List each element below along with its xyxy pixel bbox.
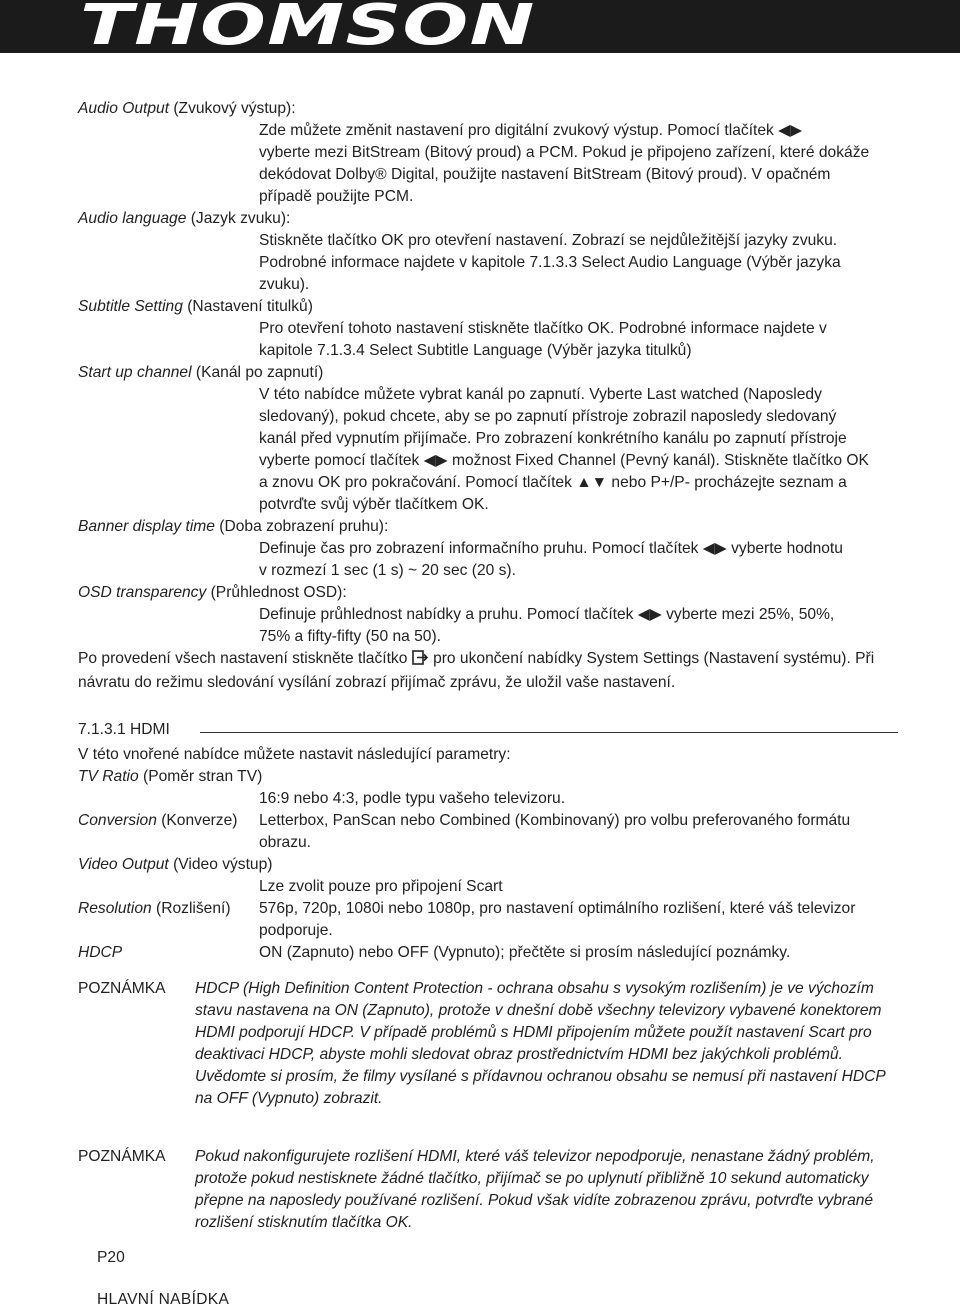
- param-resolution: [78, 898, 898, 942]
- note-line: Uvědomte si prosím, že filmy vysílané s přídavnou ochranou obsahu se nemusí při nastavení HDCP: [195, 1068, 886, 1085]
- closing-text: Po provedení všech nastavení stiskněte tlačítko: [78, 650, 412, 667]
- setting-subtitle: [78, 296, 898, 362]
- param-value: podporuje.: [259, 922, 333, 939]
- setting-line: Definuje čas pro zobrazení informačního pruhu. Pomocí tlačítek ◀▶ vyberte hodnotu: [259, 540, 843, 557]
- setting-line: V této nabídce můžete vybrat kanál po zapnutí. Vyberte Last watched (Naposledy: [259, 386, 822, 403]
- param-value: ON (Zapnuto) nebo OFF (Vypnuto); přečtěte si prosím následující poznámky.: [259, 944, 791, 961]
- setting-term-translation: (Nastavení titulků): [182, 298, 313, 315]
- setting-line: vyberte pomocí tlačítek ◀▶ možnost Fixed Channel (Pevný kanál). Stiskněte tlačítko OK: [259, 452, 869, 469]
- setting-line: kapitole 7.1.3.4 Select Subtitle Language (Výběr jazyka titulků): [259, 342, 692, 359]
- page-number: P20: [97, 1249, 125, 1266]
- setting-term-translation: (Kanál po zapnutí): [191, 364, 324, 381]
- brand-logo: THOMSON: [80, 0, 536, 58]
- setting-term: OSD transparency: [78, 584, 207, 601]
- setting-line: Definuje průhlednost nabídky a pruhu. Pomocí tlačítek ◀▶ vyberte mezi 25%, 50%,: [259, 606, 835, 623]
- param-term: Conversion: [78, 812, 157, 829]
- note-line: stavu nastavena na ON (Zapnuto), protože v dnešní době všechny televizory vybavené konektorem: [195, 1002, 882, 1019]
- param-term-translation: (Rozlišení): [151, 900, 231, 917]
- manual-content: [78, 98, 898, 1234]
- closing-text: návratu do režimu sledování vysílání zobrazí přijímač zprávu, že uložil vaše nastavení.: [78, 674, 676, 691]
- note-line: rozlišení stisknutím tlačítka OK.: [195, 1214, 413, 1231]
- note-line: HDMI podporují HDCP. V případě problémů s HDMI připojením můžete použít nastavení Scart pro: [195, 1024, 872, 1041]
- setting-term: Start up channel: [78, 364, 192, 381]
- setting-line: Stiskněte tlačítko OK pro otevření nastavení. Zobrazí se nejdůležitější jazyky zvuku.: [259, 232, 838, 249]
- setting-term-translation: (Průhlednost OSD):: [206, 584, 347, 601]
- param-term-translation: (Video výstup): [168, 856, 273, 873]
- setting-line: Zde můžete změnit nastavení pro digitální zvukový výstup. Pomocí tlačítek ◀▶: [259, 122, 803, 139]
- param-term: TV Ratio: [78, 768, 139, 785]
- closing-paragraph: [78, 648, 898, 694]
- note-line: přepne na naposledy používané rozlišení. Pokud však vidíte zobrazenou zprávu, potvrďte vybrané: [195, 1192, 874, 1209]
- note-line: protože pokud nestisknete žádné tlačítko, přijímač se po uplynutí přibližně 10 sekund automaticky: [195, 1170, 869, 1187]
- note-label: POZNÁMKA: [78, 1148, 166, 1165]
- setting-line: 75% a fifty-fifty (50 na 50).: [259, 628, 442, 645]
- setting-line: v rozmezí 1 sec (1 s) ~ 20 sec (20 s).: [259, 562, 516, 579]
- note-line: HDCP (High Definition Content Protection - ochrana obsahu s vysokým rozlišením) je ve výchozím: [195, 980, 874, 997]
- exit-icon: [412, 650, 429, 672]
- setting-line: Podrobné informace najdete v kapitole 7.1.3.3 Select Audio Language (Výběr jazyka: [259, 254, 841, 271]
- note-box: [78, 1146, 898, 1234]
- section-heading: [78, 718, 898, 742]
- param-term: Video Output: [78, 856, 169, 873]
- param-hdcp: [78, 942, 898, 964]
- param-value: 16:9 nebo 4:3, podle typu vašeho televizoru.: [259, 790, 566, 807]
- setting-line: případě použijte PCM.: [259, 188, 414, 205]
- note-box: [78, 978, 898, 1110]
- param-value: 576p, 720p, 1080i nebo 1080p, pro nastavení optimálního rozlišení, které váš televizor: [259, 900, 856, 917]
- note-line: Pokud nakonfigurujete rozlišení HDMI, které váš televizor nepodporuje, nenastane žádný problém,: [195, 1148, 875, 1165]
- param-conversion: [78, 810, 898, 854]
- setting-term: Banner display time: [78, 518, 215, 535]
- setting-line: vyberte mezi BitStream (Bitový proud) a PCM. Pokud je připojeno zařízení, které dokáže: [259, 144, 870, 161]
- section-title: 7.1.3.1 HDMI: [78, 721, 170, 738]
- closing-text: pro ukončení nabídky System Settings (Nastavení systému). Při: [428, 650, 875, 667]
- setting-line: Pro otevření tohoto nastavení stiskněte tlačítko OK. Podrobné informace najdete v: [259, 320, 827, 337]
- param-value: Letterbox, PanScan nebo Combined (Kombinovaný) pro volbu preferovaného formátu: [259, 812, 851, 829]
- param-term: HDCP: [78, 944, 123, 961]
- setting-term: Audio language: [78, 210, 187, 227]
- footer-section-title: HLAVNÍ NABÍDKA: [97, 1291, 230, 1308]
- setting-start-up-channel: [78, 362, 898, 516]
- param-term: Resolution: [78, 900, 152, 917]
- setting-line: sledovaný), pokud chcete, aby se po zapnutí přístroje zobrazil naposledy sledovaný: [259, 408, 837, 425]
- setting-line: zvuku).: [259, 276, 310, 293]
- param-value: obrazu.: [259, 834, 312, 851]
- param-value: Lze zvolit pouze pro připojení Scart: [259, 878, 503, 895]
- param-term-translation: (Konverze): [156, 812, 238, 829]
- param-term-translation: (Poměr stran TV): [138, 768, 263, 785]
- setting-term: Subtitle Setting: [78, 298, 183, 315]
- setting-banner-display-time: [78, 516, 898, 582]
- setting-term-translation: (Zvukový výstup):: [169, 100, 296, 117]
- setting-line: a znovu OK pro pokračování. Pomocí tlačítek ▲▼ nebo P+/P- procházejte seznam a: [259, 474, 847, 491]
- setting-audio-language: [78, 208, 898, 296]
- setting-audio-output: [78, 98, 898, 208]
- setting-term-translation: (Doba zobrazení pruhu):: [214, 518, 389, 535]
- note-line: na OFF (Vypnuto) zobrazit.: [195, 1090, 383, 1107]
- note-label: POZNÁMKA: [78, 980, 166, 997]
- note-line: deaktivaci HDCP, abyste mohli sledovat obraz prostřednictvím HDMI bez jakýchkoli problémů.: [195, 1046, 843, 1063]
- setting-term: Audio Output: [78, 100, 170, 117]
- setting-term-translation: (Jazyk zvuku):: [186, 210, 291, 227]
- setting-line: kanál před vypnutím přijímače. Pro zobrazení konkrétního kanálu po zapnutí přístroje: [259, 430, 847, 447]
- setting-osd-transparency: [78, 582, 898, 648]
- section-divider: [200, 732, 898, 733]
- setting-line: potvrďte svůj výběr tlačítkem OK.: [259, 496, 489, 513]
- setting-line: dekódovat Dolby® Digital, použijte nastavení BitStream (Bitový proud). V opačném: [259, 166, 831, 183]
- section-intro: V této vnořené nabídce můžete nastavit následující parametry:: [78, 746, 511, 763]
